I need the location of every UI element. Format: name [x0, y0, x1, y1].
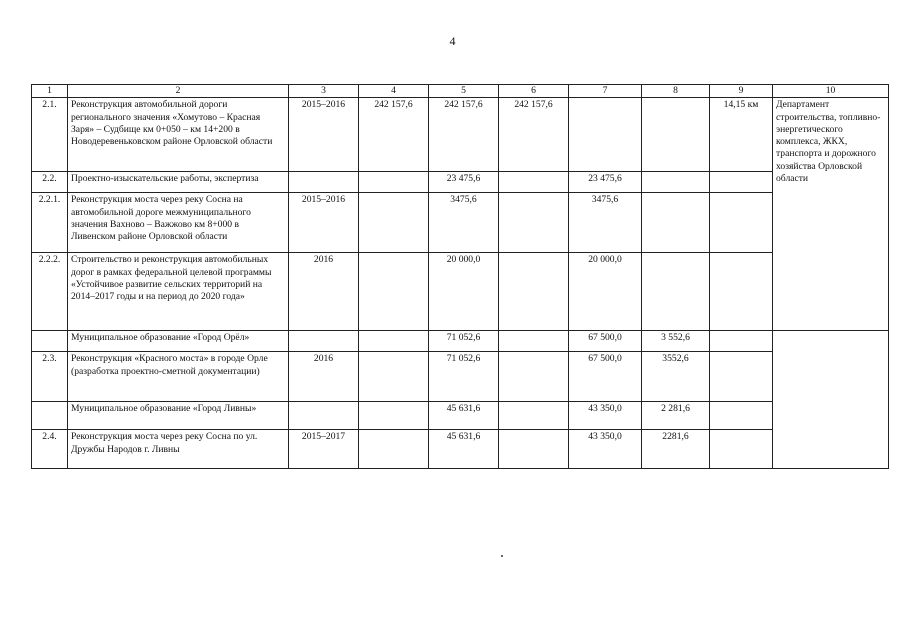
row-description: Реконструкция моста через реку Сосна на автомобильной дороге межмуниципального значения Вахново – Важжово км 8+000 в Ливенском районе Орловской области [68, 193, 289, 253]
value-cell: 23 475,6 [569, 172, 642, 193]
header-cell: 4 [359, 85, 429, 98]
header-cell: 6 [499, 85, 569, 98]
row-number: 2.1. [32, 98, 68, 172]
value-cell: 20 000,0 [429, 253, 499, 331]
value-cell [642, 98, 710, 172]
row-description: Строительство и реконструкция автомобильных дорог в рамках федеральной целевой программы «Устойчивое развитие сельских территорий на 2014–2017 годы и на период до 2020 года» [68, 253, 289, 331]
value-cell: 2281,6 [642, 430, 710, 469]
row-description: Реконструкция «Красного моста» в городе Орле (разработка проектно-сметной документации) [68, 352, 289, 402]
value-cell: 45 631,6 [429, 402, 499, 430]
table-row [32, 402, 889, 430]
value-cell [359, 172, 429, 193]
value-cell: 242 157,6 [359, 98, 429, 172]
value-cell: 3475,6 [429, 193, 499, 253]
period-cell [289, 331, 359, 352]
header-cell: 10 [773, 85, 889, 98]
value-cell: 242 157,6 [429, 98, 499, 172]
result-cell [710, 193, 773, 253]
result-cell [710, 253, 773, 331]
row-number: 2.2.2. [32, 253, 68, 331]
value-cell [359, 253, 429, 331]
period-cell: 2016 [289, 352, 359, 402]
program-table [31, 84, 889, 469]
table-row [32, 352, 889, 402]
header-cell: 7 [569, 85, 642, 98]
row-number [32, 402, 68, 430]
value-cell [359, 402, 429, 430]
value-cell: 43 350,0 [569, 430, 642, 469]
responsible-empty-cell [773, 331, 889, 469]
header-cell: 8 [642, 85, 710, 98]
result-cell [710, 402, 773, 430]
row-number: 2.2. [32, 172, 68, 193]
row-description: Реконструкция моста через реку Сосна по ул. Дружбы Народов г. Ливны [68, 430, 289, 469]
value-cell [642, 253, 710, 331]
row-number: 2.2.1. [32, 193, 68, 253]
value-cell [499, 253, 569, 331]
value-cell: 67 500,0 [569, 331, 642, 352]
value-cell [499, 430, 569, 469]
row-description: Муниципальное образование «Город Ливны» [68, 402, 289, 430]
responsible-department: Департамент строительства, топливно-энергетического комплекса, ЖКХ, транспорта и дорожного хозяйства Орловской области [773, 98, 889, 331]
period-cell: 2015–2016 [289, 193, 359, 253]
period-cell [289, 402, 359, 430]
value-cell: 3552,6 [642, 352, 710, 402]
value-cell: 3 552,6 [642, 331, 710, 352]
table-row [32, 172, 889, 193]
row-number: 2.3. [32, 352, 68, 402]
result-cell [710, 172, 773, 193]
period-cell: 2016 [289, 253, 359, 331]
period-cell: 2015–2017 [289, 430, 359, 469]
value-cell: 20 000,0 [569, 253, 642, 331]
value-cell: 2 281,6 [642, 402, 710, 430]
value-cell [359, 352, 429, 402]
row-description: Муниципальное образование «Город Орёл» [68, 331, 289, 352]
result-cell [710, 430, 773, 469]
header-row [32, 85, 889, 98]
row-number [32, 331, 68, 352]
header-cell: 5 [429, 85, 499, 98]
table-row [32, 253, 889, 331]
table-row [32, 98, 889, 172]
value-cell [569, 98, 642, 172]
header-cell: 9 [710, 85, 773, 98]
value-cell [499, 402, 569, 430]
result-cell [710, 352, 773, 402]
value-cell: 71 052,6 [429, 352, 499, 402]
scan-speck [501, 555, 503, 557]
period-cell [289, 172, 359, 193]
value-cell [642, 193, 710, 253]
value-cell [499, 331, 569, 352]
row-description: Реконструкция автомобильной дороги регионального значения «Хомутово – Красная Заря» – Судбище км 0+050 – км 14+200 в Новодеревеньковском районе Орловской области [68, 98, 289, 172]
value-cell: 23 475,6 [429, 172, 499, 193]
row-description: Проектно-изыскательские работы, экспертиза [68, 172, 289, 193]
value-cell: 45 631,6 [429, 430, 499, 469]
table-row [32, 193, 889, 253]
value-cell: 67 500,0 [569, 352, 642, 402]
value-cell: 242 157,6 [499, 98, 569, 172]
page-number: 4 [449, 34, 456, 48]
value-cell [642, 172, 710, 193]
value-cell [359, 331, 429, 352]
result-cell: 14,15 км [710, 98, 773, 172]
header-cell: 2 [68, 85, 289, 98]
header-cell: 3 [289, 85, 359, 98]
value-cell [499, 193, 569, 253]
value-cell: 3475,6 [569, 193, 642, 253]
value-cell [359, 193, 429, 253]
table-row [32, 430, 889, 469]
period-cell: 2015–2016 [289, 98, 359, 172]
value-cell: 71 052,6 [429, 331, 499, 352]
header-cell: 1 [32, 85, 68, 98]
row-number: 2.4. [32, 430, 68, 469]
value-cell: 43 350,0 [569, 402, 642, 430]
value-cell [499, 352, 569, 402]
table-row [32, 331, 889, 352]
value-cell [499, 172, 569, 193]
value-cell [359, 430, 429, 469]
result-cell [710, 331, 773, 352]
